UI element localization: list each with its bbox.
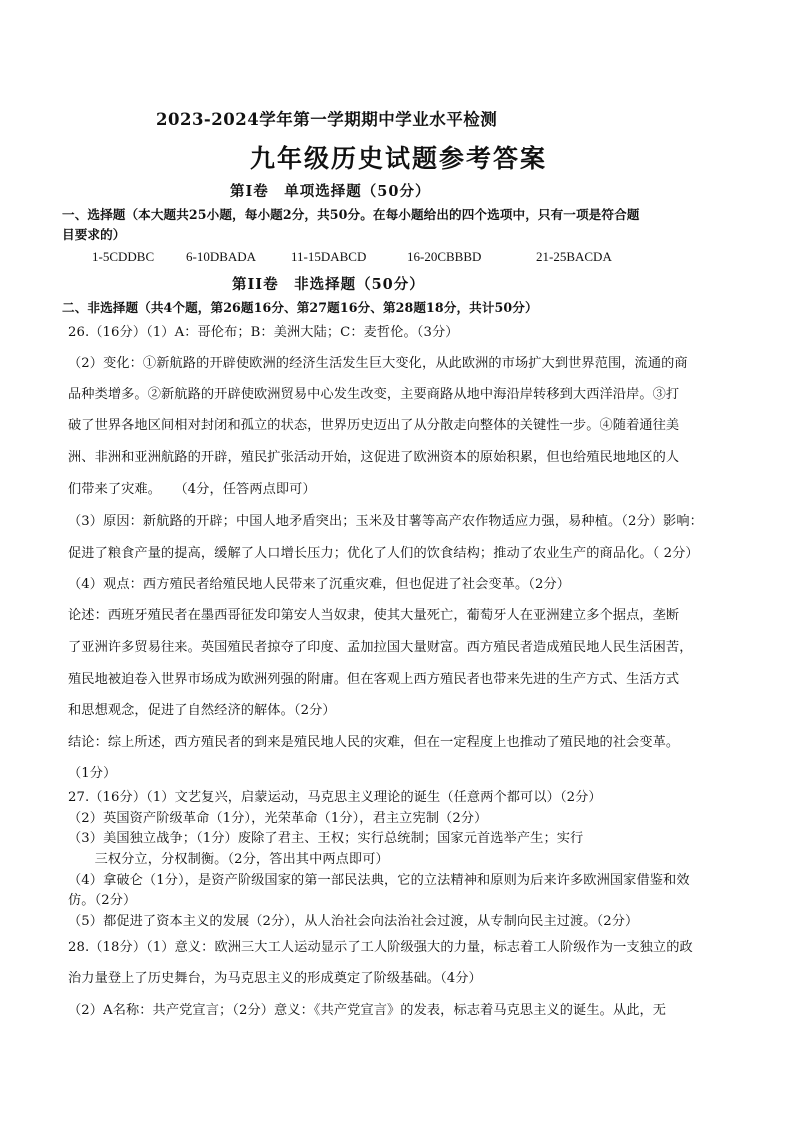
q26-part4-argument-line: 了亚洲许多贸易往来。英国殖民者掠夺了印度、孟加拉国大量财富。西方殖民者造成殖民地人民生活困苦，: [68, 640, 693, 655]
q26-part1: 26.（16分）（1）A：哥伦布；B：美洲大陆；C：麦哲伦。（3分）: [68, 325, 459, 340]
answer-group-3: 11-15DABCD: [291, 249, 367, 264]
q26-part2-line: 破了世界各地区间相对封闭和孤立的状态，世界历史迈出了从分散走向整体的关键性一步。④随着通往美: [68, 418, 680, 433]
answer-group-2: 6-10DBADA: [186, 249, 257, 264]
q26-part2-line: （2）变化：①新航路的开辟使欧洲的经济生活发生巨大变化，从此欧洲的市场扩大到世界范围，流通的商: [68, 356, 688, 371]
q27-part2: （2）英国资产阶级革命（1分），光荣革命（1分），君主立宪制（2分）: [68, 811, 488, 826]
q26-part4-conclusion: 结论：综上所述，西方殖民者的到来是殖民地人民的灾难，但在一定程度上也推动了殖民地的社会变革。: [68, 735, 680, 750]
q26-part4-argument-line: 殖民地被迫卷入世界市场成为欧洲列强的附庸。但在客观上西方殖民者也带来先进的生产方式、生活方式: [68, 672, 680, 687]
q26-part4-argument-line: 和思想观念，促进了自然经济的解体。（2分）: [68, 703, 336, 718]
main-title: 九年级历史试题参考答案: [250, 144, 548, 173]
q27-part4-line: （4）拿破仑（1分），是资产阶级国家的第一部民法典，它的立法精神和原则为后来许多欧洲国家借鉴和效: [68, 873, 690, 888]
q28-part2-line: （2）A名称：共产党宣言；（2分）意义：《共产党宣言》的发表，标志着马克思主义的诞生。从此，无: [68, 1003, 667, 1018]
q27-part3-line: （3）美国独立战争；（1分）废除了君主、王权；实行总统制；国家元首选举产生；实行: [68, 831, 584, 846]
q26-part4-conclusion-score: （1分）: [68, 766, 117, 781]
q27-part5: （5）都促进了资本主义的发展（2分），从人治社会向法治社会过渡，从专制向民主过渡。（2分）: [68, 914, 639, 929]
q28-part1-line: 治力量登上了历史舞台，为马克思主义的形成奠定了阶级基础。（4分）: [68, 971, 482, 986]
q27-part4-line: 仿。（2分）: [68, 893, 137, 908]
answer-group-5: 21-25BACDA: [536, 249, 612, 264]
part1-title: 第Ⅰ卷 单项选择题（50分）: [230, 183, 431, 200]
answer-group-1: 1-5CDDBC: [92, 249, 155, 264]
q26-part4-argument-line: 论述：西班牙殖民者在墨西哥征发印第安人当奴隶，使其大量死亡，葡萄牙人在亚洲建立多个据点，垄断: [68, 608, 680, 623]
q26-part2-line: 洲、非洲和亚洲航路的开辟，殖民扩张活动开始，这促进了欧洲资本的原始积累，但也给殖民地地区的人: [68, 450, 680, 465]
q28-part1-line: 28.（18分）（1）意义：欧洲三大工人运动显示了工人阶级强大的力量，标志着工人阶级作为一支独立的政: [68, 940, 693, 955]
q26-part3-line: （3）原因：新航路的开辟；中国人地矛盾突出；玉米及甘薯等高产农作物适应力强，易种植。（2分）影响：: [68, 514, 703, 529]
q26-part3-line: 促进了粮食产量的提高，缓解了人口增长压力；优化了人们的饮食结构；推动了农业生产的商品化。（ 2分）: [68, 546, 699, 561]
q27-part3-line: 三权分立，分权制衡。（2分，答出其中两点即可）: [68, 852, 389, 867]
part1-instruction-line1: 一、选择题（本大题共25小题，每小题2分，共50分。在每小题给出的四个选项中，只有一项是符合题: [62, 207, 640, 222]
q26-part4-viewpoint: （4）观点：西方殖民者给殖民地人民带来了沉重灾难，但也促进了社会变革。（2分）: [68, 577, 571, 592]
answer-group-4: 16-20CBBBD: [407, 249, 482, 264]
q27-part1: 27.（16分）（1）文艺复兴，启蒙运动，马克思主义理论的诞生（任意两个都可以）（2分）: [68, 790, 602, 805]
part1-instruction-line2: 目要求的）: [62, 227, 126, 242]
exam-title: 2023-2024学年第一学期期中学业水平检测: [156, 110, 498, 129]
part2-title: 第II卷 非选择题（50分）: [232, 276, 425, 293]
q26-part2-line: 品种类增多。②新航路的开辟使欧洲贸易中心发生改变，主要商路从地中海沿岸转移到大西洋沿岸。③打: [68, 387, 680, 402]
part2-instruction: 二、非选择题（共4个题，第26题16分、第27题16分、第28题18分，共计50分）: [62, 300, 538, 315]
q26-part2-line: 们带来了灾难。 （4分，任答两点即可）: [68, 482, 316, 497]
